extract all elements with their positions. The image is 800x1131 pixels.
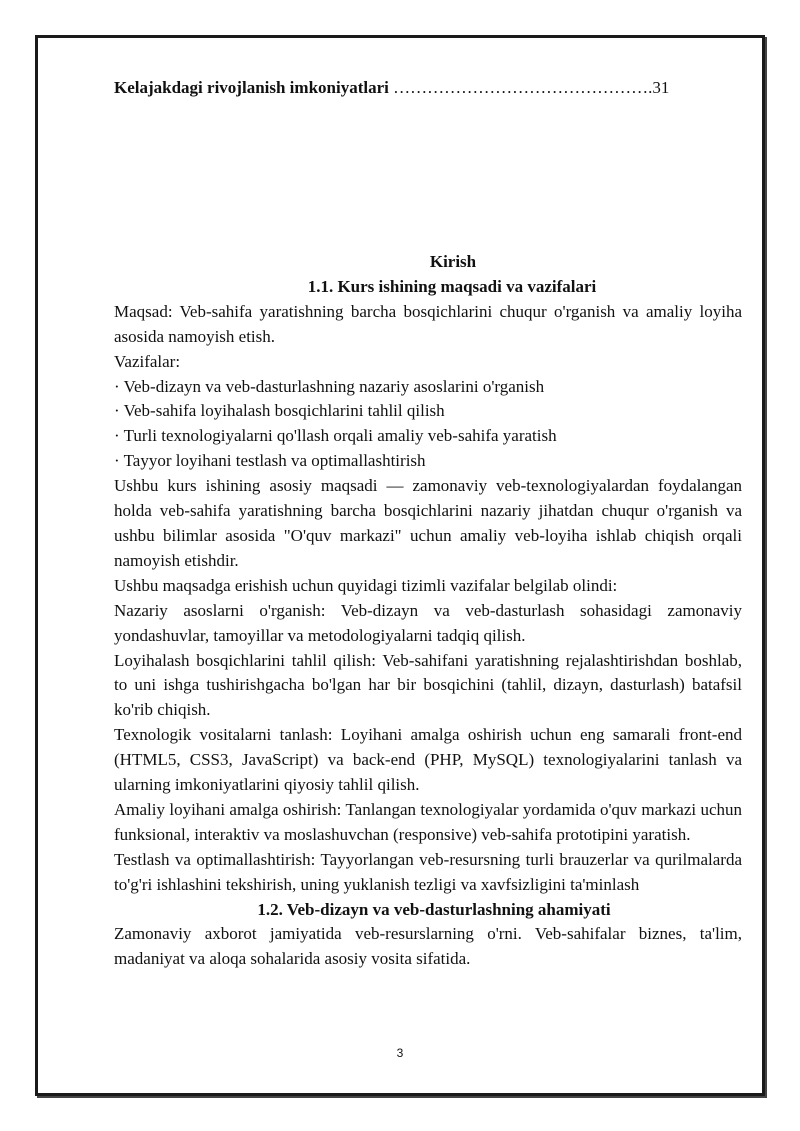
task-item: · Veb-sahifa loyihalash bosqichlarini tahlil qilish <box>114 401 445 421</box>
toc-entry-leader: ……………………………………….31 <box>388 78 670 97</box>
section-1-2-paragraph: Zamonaviy axborot jamiyatida veb-resurslarning o'rni. Veb-sahifalar biznes, ta'lim, madaniyat va aloqa sohalarida asosiy vosita sifatida. <box>114 924 742 969</box>
body-paragraph: Loyihalash bosqichlarini tahlil qilish: Veb-sahifani yaratishning rejalashtirishdan boshlab, to uni ishga tushirishgacha bo'lgan har bir bosqichini (tahlil, dizayn, dasturlash) batafsil ko'rib chiqish. <box>114 650 742 720</box>
task-item: · Veb-dizayn va veb-dasturlashning nazariy asoslarini o'rganish <box>114 376 545 396</box>
body-paragraph: Amaliy loyihani amalga oshirish: Tanlangan texnologiyalar yordamida o'quv markazi uchun funksional, interaktiv va moslashuvchan (responsive) veb-sahifa prototipini yaratish. <box>114 799 742 844</box>
tasks-label: Vazifalar: <box>114 351 181 371</box>
page-number: 3 <box>396 1046 404 1060</box>
task-item: · Turli texnologiyalarni qo'llash orqali amaliy veb-sahifa yaratish <box>114 426 557 446</box>
body-paragraph: Ushbu maqsadga erishish uchun quyidagi tizimli vazifalar belgilab olindi: <box>114 575 618 595</box>
heading-intro: Kirish <box>429 252 477 271</box>
heading-section-1-2: 1.2. Veb-dizayn va veb-dasturlashning ahamiyati <box>257 899 611 919</box>
toc-entry <box>114 76 734 100</box>
goal-paragraph: Maqsad: Veb-sahifa yaratishning barcha bosqichlarini chuqur o'rganish va amaliy loyiha asosida namoyish etish. <box>114 301 742 346</box>
heading-section-1-1: 1.1. Kurs ishining maqsadi va vazifalari <box>307 276 597 296</box>
task-item: · Tayyor loyihani testlash va optimallashtirish <box>114 451 426 471</box>
body-paragraph: Nazariy asoslarni o'rganish: Veb-dizayn va veb-dasturlash sohasidagi zamonaviy yondashuvlar, tamoyillar va metodologiyalarni tadqiq qilish. <box>114 600 742 645</box>
toc-entry-title: Kelajakdagi rivojlanish imkoniyatlari <box>114 78 389 97</box>
body-paragraph: Testlash va optimallashtirish: Tayyorlangan veb-resursning turli brauzerlar va qurilmalarda to'g'ri ishlashini tekshirish, uning yuklanish tezligi va xavfsizligini ta'minlash <box>114 849 742 894</box>
body-paragraph: Ushbu kurs ishining asosiy maqsadi — zamonaviy veb-texnologiyalardan foydalangan holda veb-sahifa yaratishning barcha bosqichlarini nazariy jihatdan chuqur o'rganish va ushbu bilimlar asosida "O'quv markazi" uchun amaliy veb-loyiha ishlab chiqish orqali namoyish etishdir. <box>114 476 742 570</box>
body-paragraph: Texnologik vositalarni tanlash: Loyihani amalga oshirish uchun eng samarali front-end (HTML5, CSS3, JavaScript) va back-end (PHP, MySQL) texnologiyalarini tanlash va ularning imkoniyatlarini qiyosiy tahlil qilish. <box>114 725 742 795</box>
document-body <box>114 250 742 972</box>
